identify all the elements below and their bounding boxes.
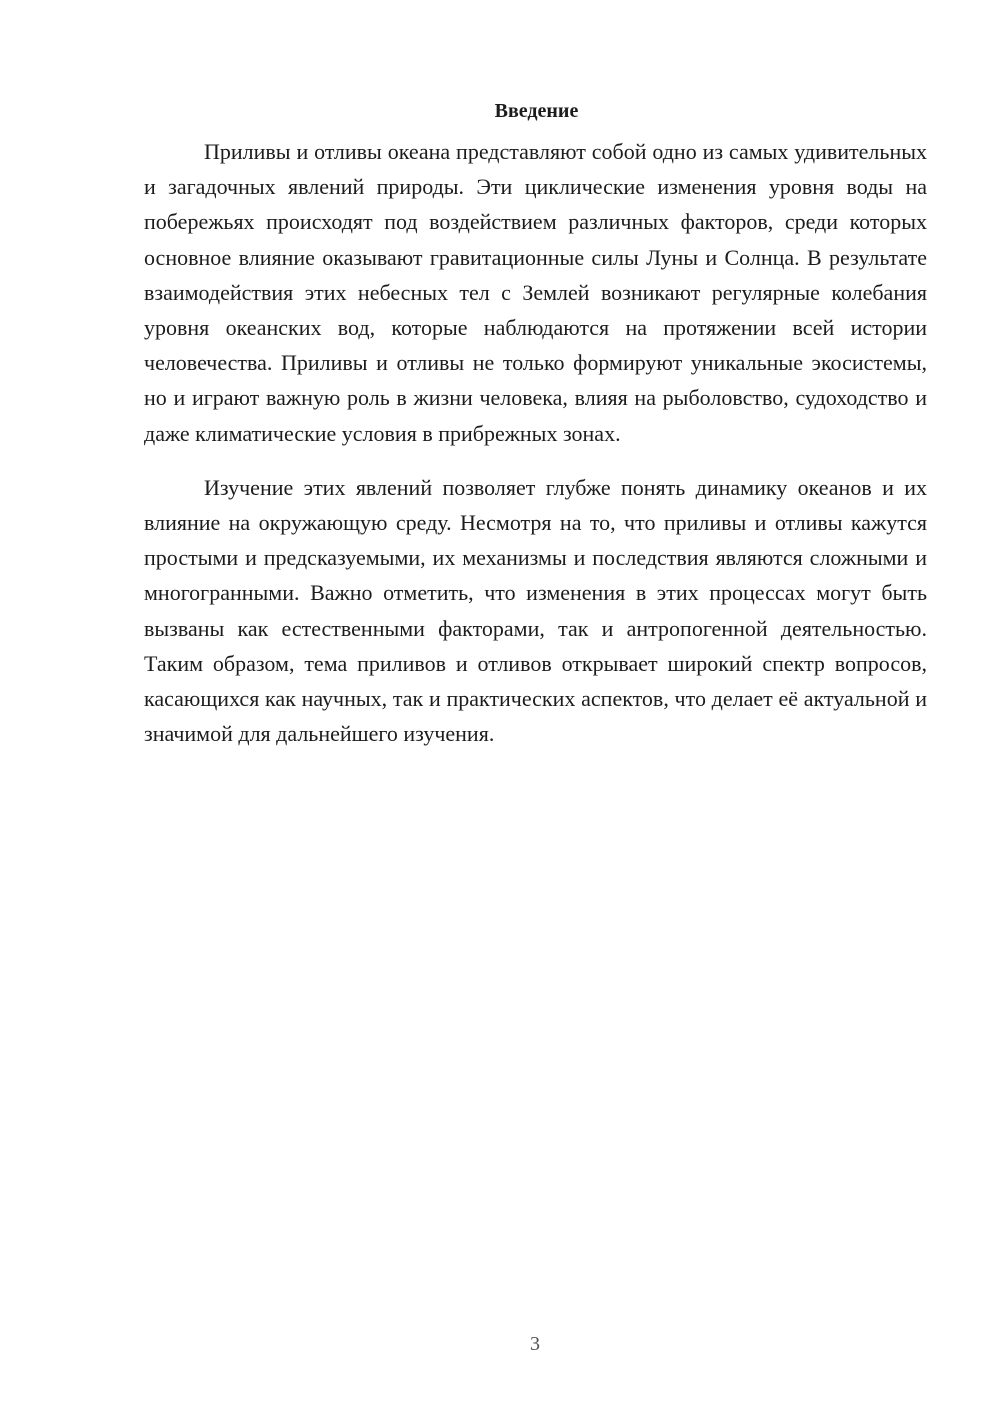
page-number: 3 <box>530 1333 540 1355</box>
section-heading: Введение <box>494 100 579 122</box>
page-content <box>144 93 927 751</box>
paragraph-1: Приливы и отливы океана представляют собой одно из самых удивительных и загадочных явлений природы. Эти циклические изменения уровня воды на побережьях происходят под воздействием различных факторов, среди которых основное влияние оказывают гравитационные силы Луны и Солнца. В результате взаимодействия этих небесных тел с Землей возникают регулярные колебания уровня океанских вод, которые наблюдаются на протяжении всей истории человечества. Приливы и отливы не только формируют уникальные экосистемы, но и играют важную роль в жизни человека, влияя на рыболовство, судоходство и даже климатические условия в прибрежных зонах. <box>144 139 927 446</box>
paragraph-2: Изучение этих явлений позволяет глубже понять динамику океанов и их влияние на окружающую среду. Несмотря на то, что приливы и отливы кажутся простыми и предсказуемыми, их механизмы и последствия являются сложными и многогранными. Важно отметить, что изменения в этих процессах могут быть вызваны как естественными факторами, так и антропогенной деятельностью. Таким образом, тема приливов и отливов открывает широкий спектр вопросов, касающихся как научных, так и практических аспектов, что делает её актуальной и значимой для дальнейшего изучения. <box>144 474 927 747</box>
